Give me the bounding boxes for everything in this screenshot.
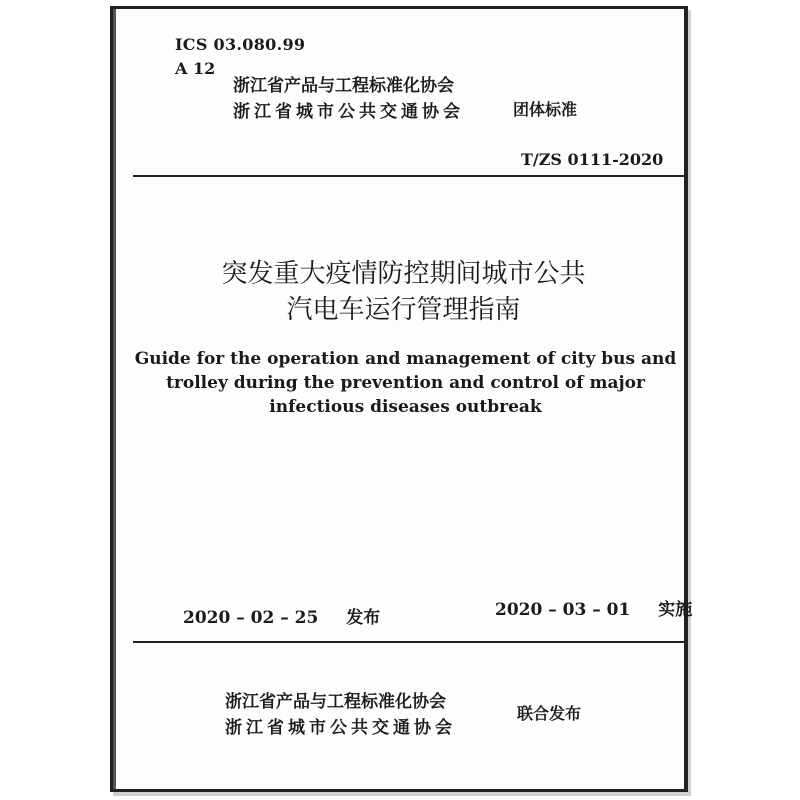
issuing-org-1: 浙江省产品与工程标准化协会	[233, 76, 454, 96]
cover-spine	[113, 9, 116, 789]
implement-date: 2020 – 03 – 01	[495, 600, 631, 620]
joint-org-2: 浙江省城市公共交通协会	[225, 718, 456, 738]
joint-publish-label: 联合发布	[517, 704, 582, 723]
title-en-line-2: trolley during the prevention and control of major	[166, 373, 645, 393]
title-en-line-1: Guide for the operation and management of city bus and	[134, 349, 677, 369]
publish-info	[183, 603, 380, 628]
title-en-line-3: infectious diseases outbreak	[269, 397, 542, 417]
footer-divider	[133, 641, 684, 643]
issuing-org-2: 浙江省城市公共交通协会	[233, 102, 464, 122]
title-cn-line-1: 突发重大疫情防控期间城市公共	[221, 259, 586, 289]
implement-info	[495, 595, 692, 620]
ics-code: ICS 03.080.99	[175, 35, 306, 54]
standard-type: 团体标准	[513, 100, 578, 119]
classification-code: A 12	[175, 59, 216, 78]
publish-date: 2020 – 02 – 25	[183, 608, 319, 628]
standard-cover	[110, 6, 693, 792]
standard-number: T/ZS 0111-2020	[521, 150, 664, 169]
title-cn-line-2: 汽电车运行管理指南	[286, 295, 521, 325]
header-divider	[133, 175, 684, 177]
joint-org-1: 浙江省产品与工程标准化协会	[225, 692, 446, 712]
implement-label: 实施	[658, 600, 693, 620]
publish-label: 发布	[346, 608, 381, 628]
